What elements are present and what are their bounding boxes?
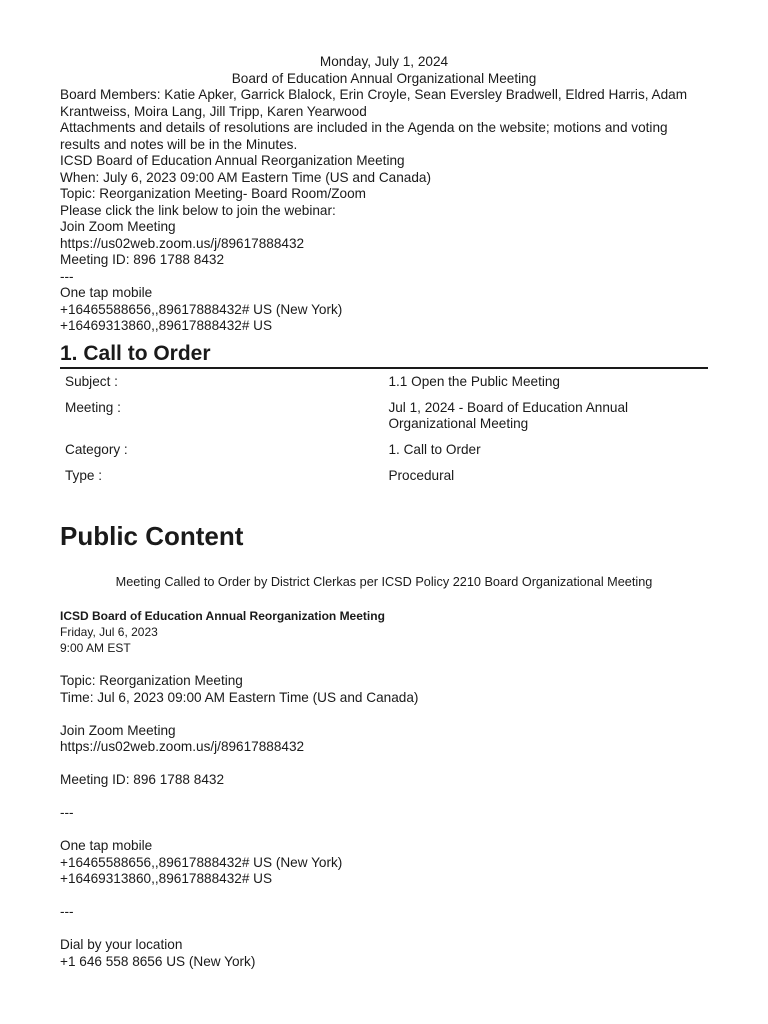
join-zoom-label: Join Zoom Meeting (60, 219, 176, 234)
detail-value: Jul 1, 2024 - Board of Education Annual Organizational Meeting (388, 399, 629, 431)
detail-label: Subject : (65, 373, 118, 389)
detail-value: 1.1 Open the Public Meeting (388, 373, 560, 389)
detail-value: Procedural (388, 467, 455, 483)
topic-line: Topic: Reorganization Meeting- Board Room/Zoom (60, 186, 367, 201)
section-heading: 1. Call to Order (60, 341, 708, 369)
event-topic: Topic: Reorganization Meeting (60, 673, 243, 688)
event-date: Friday, Jul 6, 2023 (60, 624, 158, 639)
intro-block (60, 87, 710, 335)
meeting-title: Board of Education Annual Organizational Meeting (231, 70, 537, 86)
meeting-id: Meeting ID: 896 1788 8432 (60, 772, 225, 787)
separator: --- (60, 805, 74, 820)
detail-label: Meeting : (65, 399, 121, 415)
zoom-link[interactable]: https://us02web.zoom.us/j/89617888432 (60, 739, 305, 754)
event-time: 9:00 AM EST (60, 641, 131, 655)
when-line: When: July 6, 2023 09:00 AM Eastern Time (US and Canada) (60, 169, 432, 185)
reorg-meeting-title: ICSD Board of Education Annual Reorganization Meeting (60, 153, 405, 168)
one-tap-label: One tap mobile (60, 285, 153, 300)
attachments-note: Attachments and details of resolutions are included in the Agenda on the website; motions and voting results and notes will be in the Minutes. (60, 120, 668, 152)
dial-number[interactable]: +1 646 558 8656 US (New York) (60, 953, 256, 969)
detail-row (60, 468, 708, 494)
phone-number[interactable]: +16465588656,,89617888432# US (New York) (60, 301, 343, 317)
document-header (0, 0, 768, 87)
separator: --- (60, 268, 74, 284)
public-content-heading: Public Content (60, 520, 244, 551)
phone-number[interactable]: +16469313860,,89617888432# US (60, 871, 273, 886)
agenda-item-details (60, 374, 708, 494)
join-zoom-label: Join Zoom Meeting (60, 722, 176, 738)
event-time-full: Time: Jul 6, 2023 09:00 AM Eastern Time (US and Canada) (60, 689, 419, 705)
separator: --- (60, 904, 74, 919)
detail-label: Type : (65, 467, 103, 483)
event-title: ICSD Board of Education Annual Reorganization Meeting (60, 608, 385, 623)
detail-label: Category : (65, 441, 128, 457)
dial-by-location-label: Dial by your location (60, 937, 183, 952)
phone-number[interactable]: +16465588656,,89617888432# US (New York) (60, 854, 343, 870)
detail-row (60, 374, 708, 400)
click-link-instruction: Please click the link below to join the webinar: (60, 202, 336, 218)
meeting-date: Monday, July 1, 2024 (319, 54, 449, 69)
called-to-order-line: Meeting Called to Order by District Clerkas per ICSD Policy 2210 Board Organizational Meeting (115, 574, 653, 589)
board-members: Board Members: Katie Apker, Garrick Blalock, Erin Croyle, Sean Eversley Bradwell, Eldred Harris, Adam Krantweiss, Moira Lang, Jill Tripp, Karen Yearwood (60, 87, 688, 119)
detail-value: 1. Call to Order (388, 441, 481, 457)
detail-row (60, 400, 708, 442)
phone-number[interactable]: +16469313860,,89617888432# US (60, 318, 273, 333)
event-details (60, 608, 710, 971)
meeting-id: Meeting ID: 896 1788 8432 (60, 252, 225, 267)
detail-row (60, 442, 708, 468)
one-tap-label: One tap mobile (60, 838, 153, 853)
zoom-link[interactable]: https://us02web.zoom.us/j/89617888432 (60, 235, 305, 251)
